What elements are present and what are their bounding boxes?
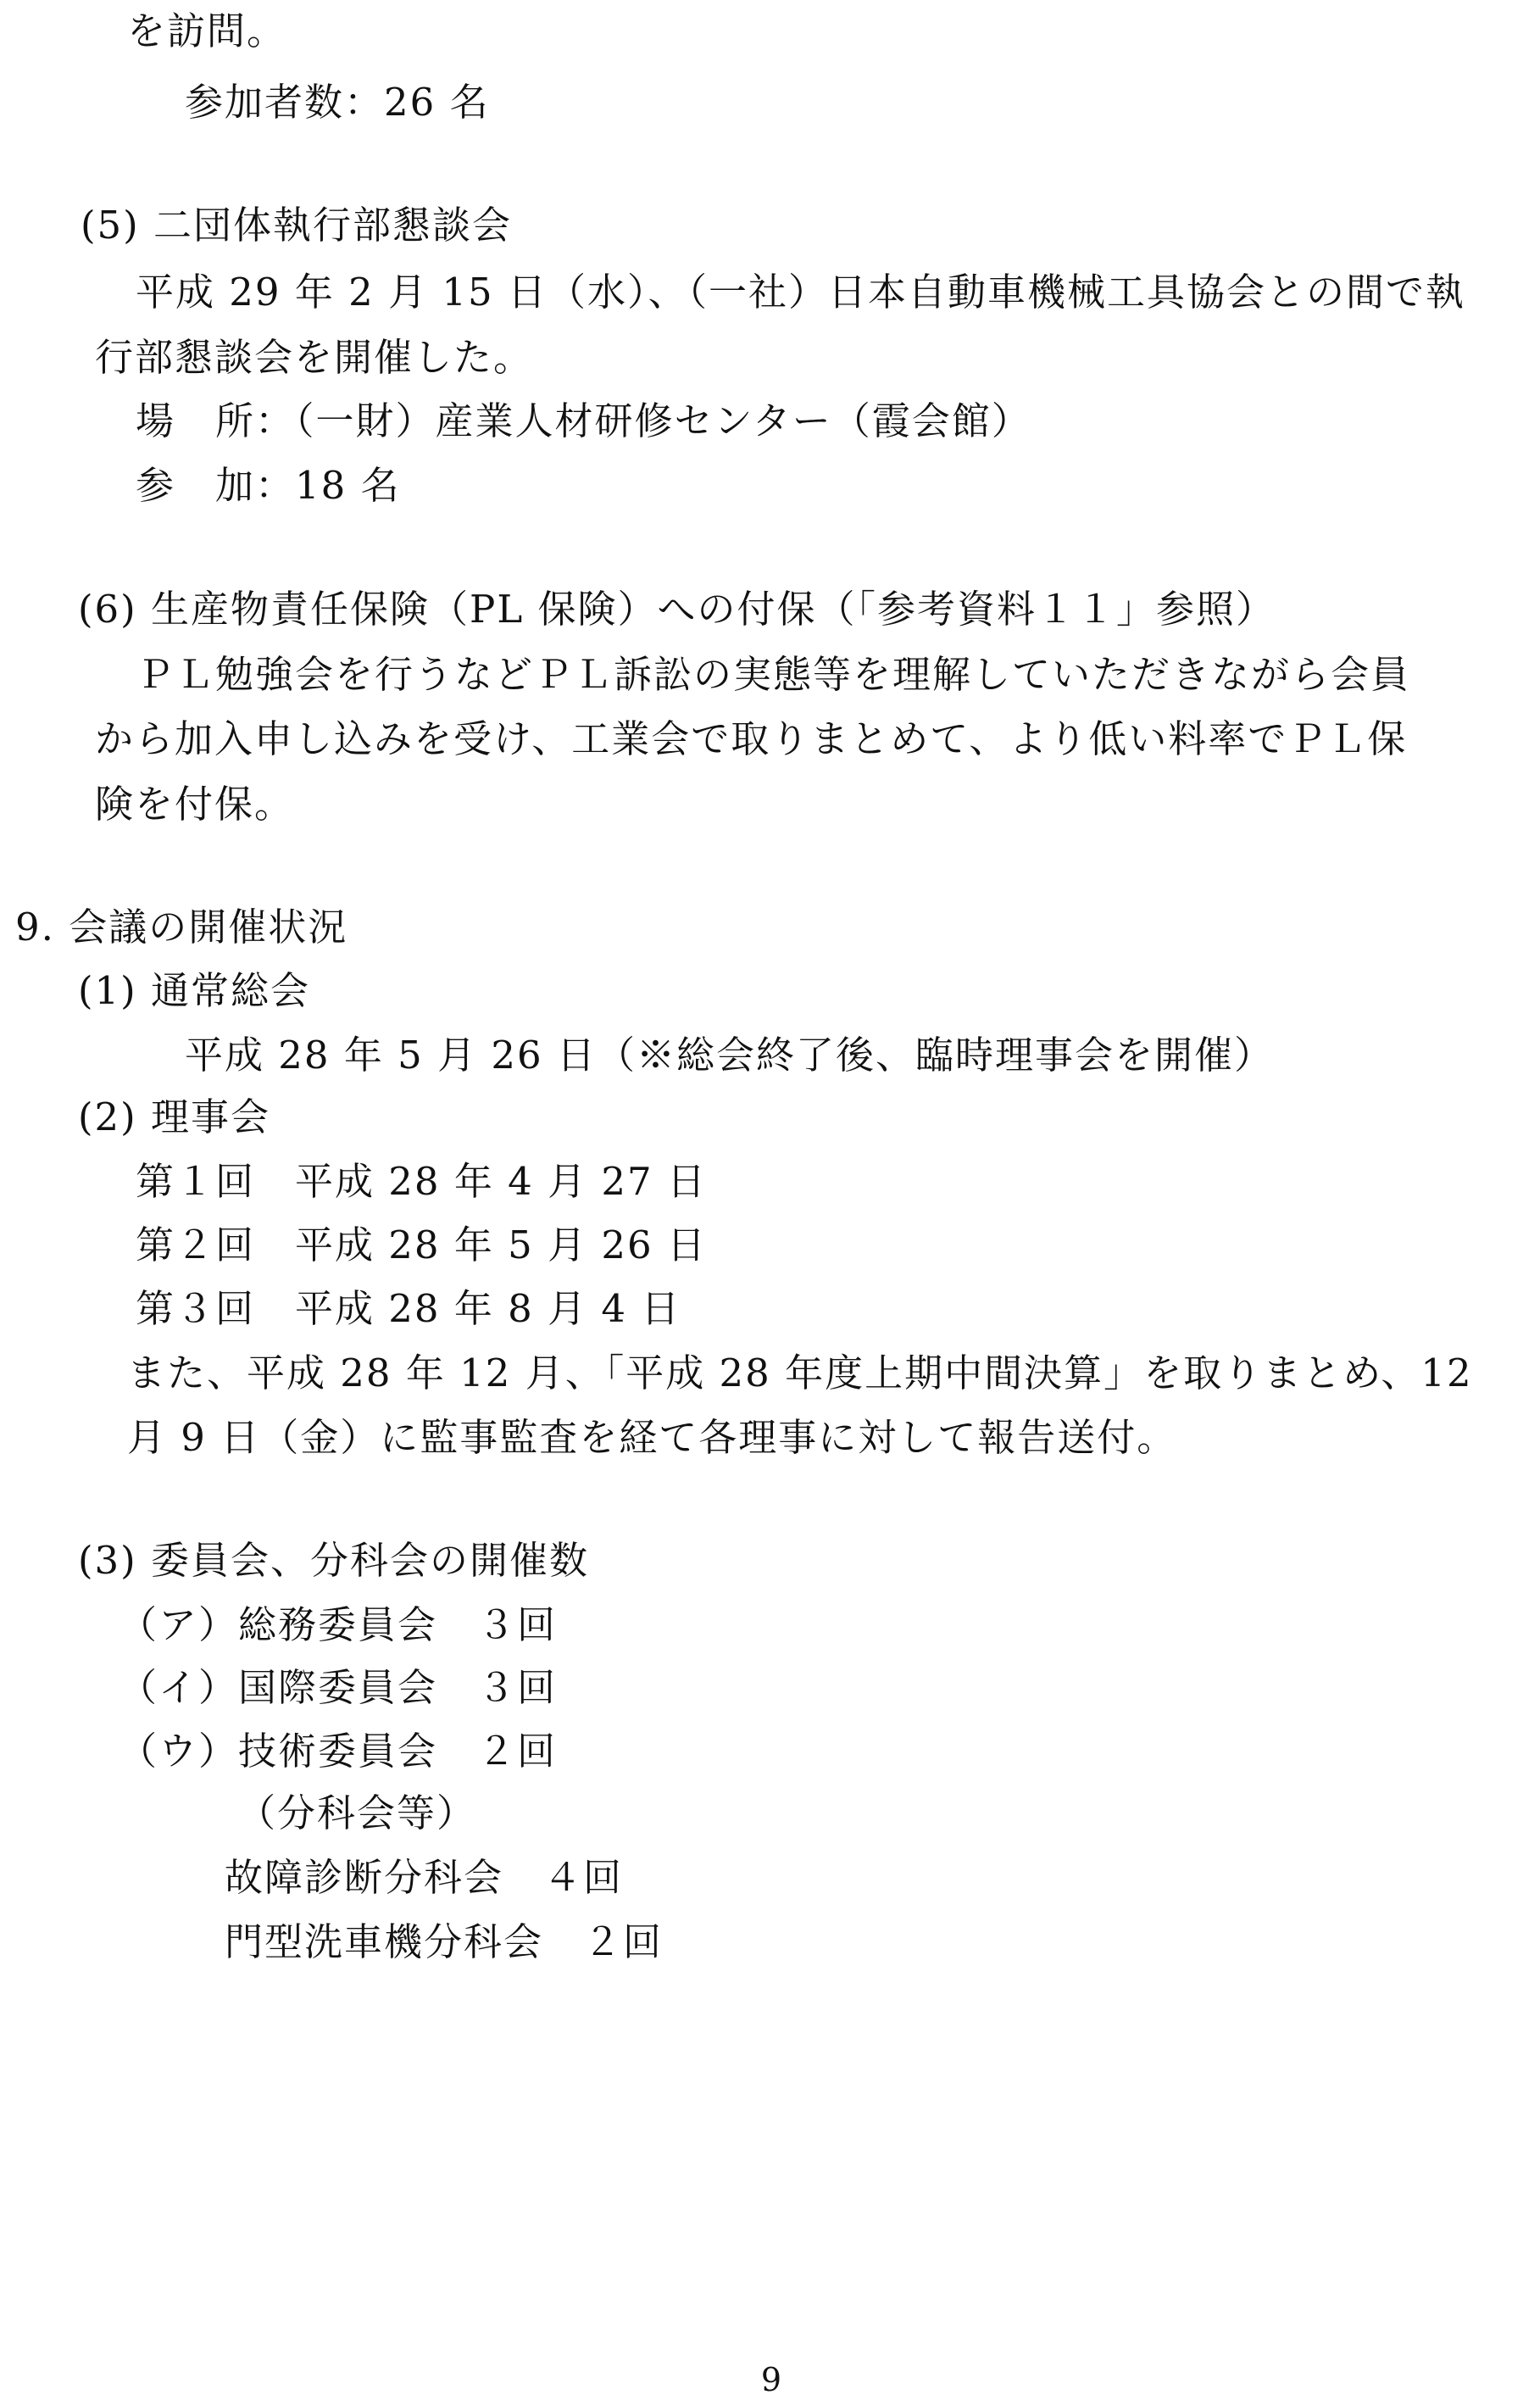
section5-place: 場 所：（一財）産業人材研修センター（霞会館） (136, 398, 1031, 443)
visit-line: を訪問。 (127, 8, 287, 53)
board-heading: (2) 理事会 (78, 1094, 271, 1139)
participants-line: 参加者数：26 名 (185, 80, 490, 125)
section5-attendance: 参 加：18 名 (136, 463, 401, 508)
committee-item: （ア）総務委員会 ３回 (119, 1602, 558, 1647)
board-meeting-line: 第３回 平成 28 年 8 月 4 日 (136, 1286, 681, 1331)
section6-body-line: 険を付保。 (95, 782, 295, 827)
committee-item: （イ）国際委員会 ３回 (119, 1665, 558, 1710)
subcommittee-heading: （分科会等） (237, 1791, 477, 1835)
general-meeting-line: 平成 28 年 5 月 26 日（※総会終了後、臨時理事会を開催） (185, 1033, 1274, 1078)
committees-heading: (3) 委員会、分科会の開催数 (78, 1538, 590, 1583)
section5-body-line: 平成 29 年 2 月 15 日（水）、（一社）日本自動車機械工具協会との間で執 (136, 270, 1465, 315)
board-meeting-line: 第２回 平成 28 年 5 月 26 日 (136, 1222, 707, 1267)
section6-body-line: ＰＬ勉強会を行うなどＰＬ訴訟の実態等を理解していただきながら会員 (136, 652, 1411, 697)
section5-body-line: 行部懇談会を開催した。 (95, 335, 534, 380)
board-note-line: また、平成 28 年 12 月、「平成 28 年度上期中間決算」を取りまとめ、12 (127, 1351, 1473, 1395)
section6-heading: (6) 生産物責任保険（PL 保険）への付保（「参考資料１１」参照） (78, 587, 1276, 632)
board-note-line: 月 9 日（金）に監事監査を経て各理事に対して報告送付。 (127, 1415, 1177, 1460)
board-meeting-line: 第１回 平成 28 年 4 月 27 日 (136, 1159, 707, 1204)
committee-item: （ウ）技術委員会 ２回 (119, 1729, 558, 1774)
page-number: 9 (760, 2361, 782, 2398)
general-meeting-heading: (1) 通常総会 (78, 968, 311, 1013)
section6-body-line: から加入申し込みを受け、工業会で取りまとめて、より低い料率でＰＬ保 (95, 716, 1408, 761)
subcommittee-item: 故障診断分科会 ４回 (225, 1855, 624, 1900)
subcommittee-item: 門型洗車機分科会 ２回 (225, 1919, 664, 1964)
section5-heading: (5) 二団体執行部懇談会 (81, 203, 513, 248)
section9-heading: 9. 会議の開催状況 (15, 905, 348, 950)
